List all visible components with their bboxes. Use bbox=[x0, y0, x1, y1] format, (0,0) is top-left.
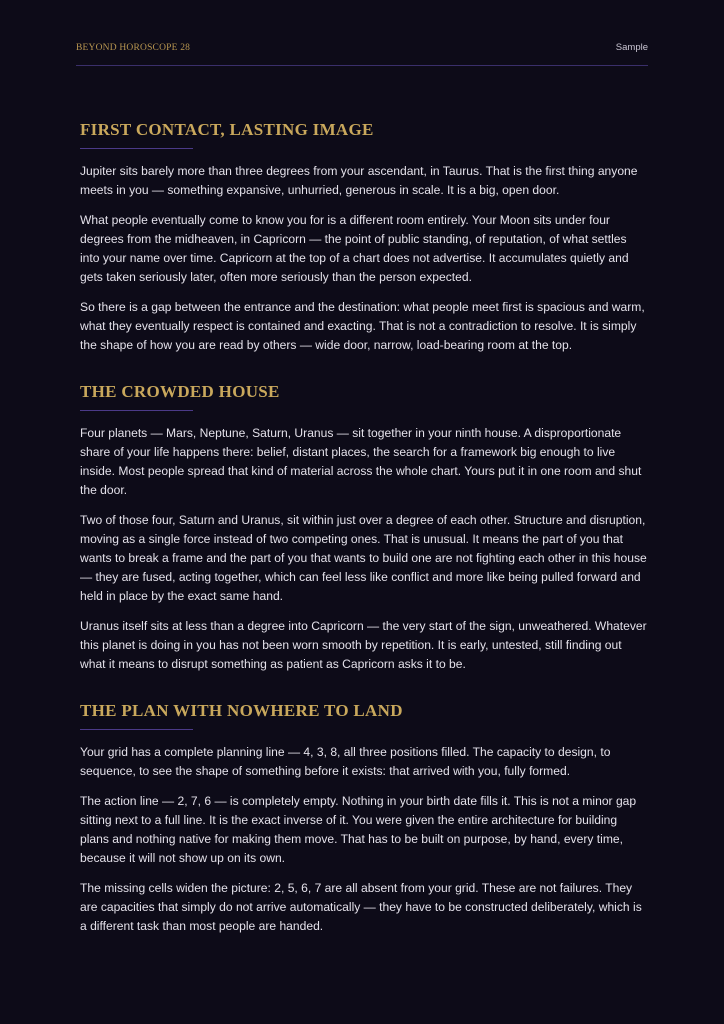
sample-label: Sample bbox=[615, 42, 648, 53]
section-first-contact bbox=[80, 118, 648, 355]
paragraph: Your grid has a complete planning line — 4, 3, 8, all three positions filled. The capacity to design, to sequence, to see the shape of something before it exists: that arrived with you, fully formed. bbox=[80, 745, 611, 778]
section-title: THE PLAN WITH NOWHERE TO LAND bbox=[80, 701, 403, 720]
title-underline bbox=[80, 148, 193, 149]
section-plan-nowhere-to-land bbox=[80, 699, 648, 936]
section-title: FIRST CONTACT, LASTING IMAGE bbox=[80, 120, 374, 139]
paragraph: What people eventually come to know you for is a different room entirely. Your Moon sits under four degrees from the midheaven, in Capricorn — the point of public standing, of reputation, of what settles into your name over time. Capricorn at the top of a chart does not advertise. It accumulates quietly and gets taken seriously later, often more seriously than the person expected. bbox=[80, 213, 629, 284]
paragraph: The action line — 2, 7, 6 — is completely empty. Nothing in your birth date fills it. This is not a minor gap sitting next to a full line. It is the exact inverse of it. You were given the entire architecture for building plans and nothing native for making them move. That has to be built on purpose, by hand, every time, because it will not show up on its own. bbox=[80, 794, 637, 865]
page-header bbox=[76, 40, 648, 66]
document-body bbox=[80, 118, 648, 947]
paragraph: Four planets — Mars, Neptune, Saturn, Uranus — sit together in your ninth house. A disproportionate share of your life happens there: belief, distant places, the search for a framework big enough to live inside. Most people spread that kind of material across the whole chart. Yours put it in one room and shut the door. bbox=[80, 426, 642, 497]
paragraph: Jupiter sits barely more than three degrees from your ascendant, in Taurus. That is the first thing anyone meets in you — something expansive, unhurried, generous in scale. It is a big, open door. bbox=[80, 164, 638, 197]
title-underline bbox=[80, 410, 193, 411]
running-title: BEYOND HOROSCOPE 28 bbox=[76, 43, 191, 53]
title-underline bbox=[80, 729, 193, 730]
paragraph: The missing cells widen the picture: 2, 5, 6, 7 are all absent from your grid. These are not failures. They are capacities that simply do not arrive automatically — they have to be constructed deliberately, which is a different task than most people are handed. bbox=[80, 881, 642, 933]
paragraph: Two of those four, Saturn and Uranus, sit within just over a degree of each other. Structure and disruption, moving as a single force instead of two competing ones. That is unusual. It means the part of you that wants to break a frame and the part of you that wants to build one are not fighting each other in this house — they are fused, acting together, which can feel less like conflict and more like being pulled forward and held in place by the exact same hand. bbox=[80, 513, 647, 603]
paragraph: Uranus itself sits at less than a degree into Capricorn — the very start of the sign, unweathered. Whatever this planet is doing in you has not been worn smooth by repetition. It is early, untested, still finding out what it means to disrupt something as patient as Capricorn asks it to be. bbox=[80, 619, 647, 671]
section-crowded-house bbox=[80, 380, 648, 674]
paragraph: So there is a gap between the entrance and the destination: what people meet first is spacious and warm, what they eventually respect is contained and exacting. That is not a contradiction to resolve. It is simply the shape of how you are read by others — wide door, narrow, load-bearing room at the top. bbox=[80, 300, 645, 352]
section-title: THE CROWDED HOUSE bbox=[80, 382, 280, 401]
